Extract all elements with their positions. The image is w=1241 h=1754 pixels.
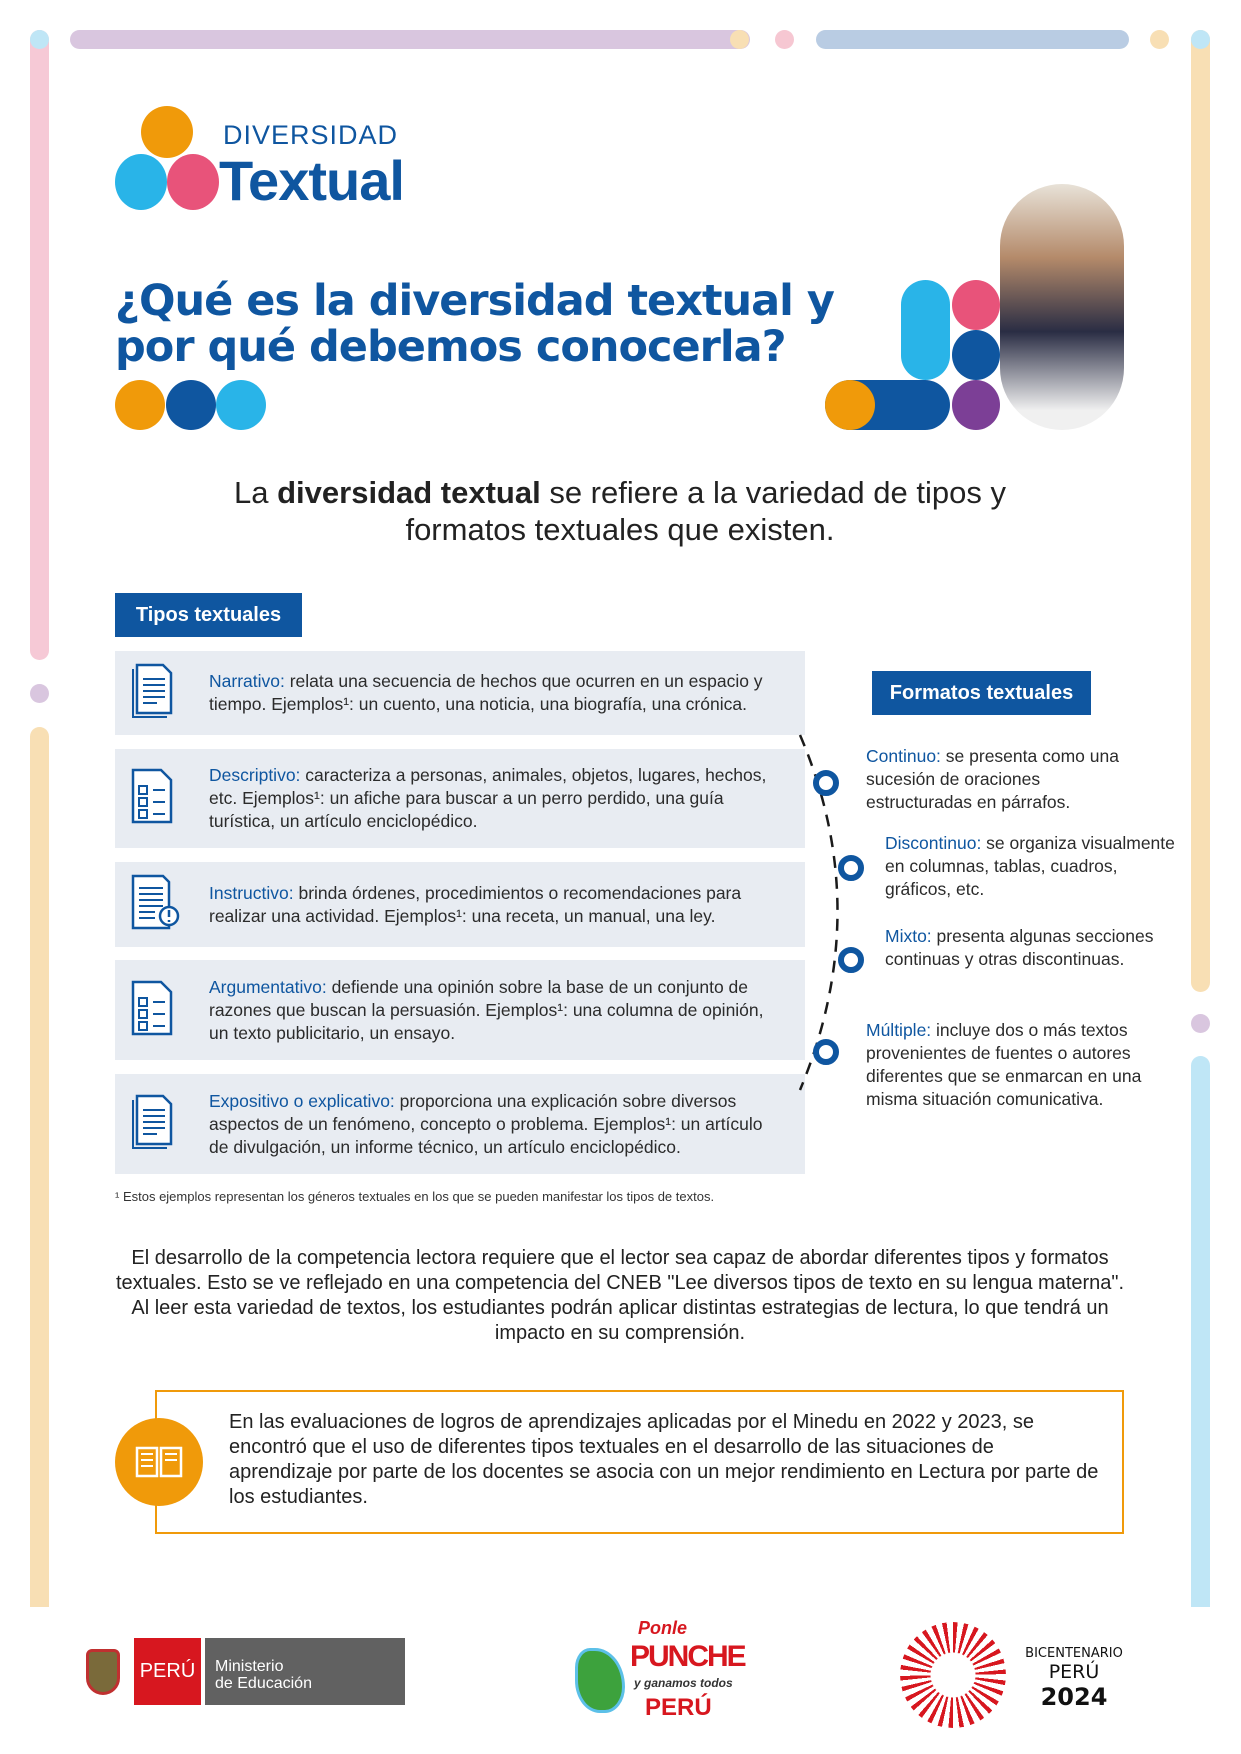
peru-map-icon <box>575 1648 625 1713</box>
timeline-marker <box>838 947 864 973</box>
formato-item <box>885 832 1175 901</box>
document-stack-icon <box>129 1092 181 1157</box>
tipo-card <box>115 651 805 735</box>
tipos-heading: Tipos textuales <box>115 593 302 637</box>
tipo-card <box>115 1074 805 1174</box>
tipo-card <box>115 960 805 1060</box>
decor-dot <box>952 280 1000 330</box>
decor-dot <box>730 30 749 49</box>
tipo-label: Argumentativo: <box>209 976 327 997</box>
book-icon <box>141 106 193 158</box>
ministerio-label: Ministerio de Educación <box>205 1638 405 1705</box>
logo-line2: Textual <box>219 149 404 212</box>
callout-text: En las evaluaciones de logros de aprendizajes aplicadas por el Minedu en 2022 y 2023, se encontró que el uso de diferentes tipos textuales en el desarrollo de las situaciones de aprendizaje por parte de los docentes se asocia con un mejor rendimiento en Lectura por parte de los estudiantes. <box>229 1411 1099 1508</box>
decor-pill <box>901 280 950 380</box>
decor-dot <box>1191 30 1210 49</box>
tipo-card <box>115 749 805 848</box>
formato-item <box>866 1019 1156 1111</box>
decor-dot <box>30 30 49 49</box>
phone-icon <box>115 154 167 210</box>
logo-line1: DIVERSIDAD <box>223 120 399 150</box>
decor-bar <box>30 30 49 660</box>
minedu-logo <box>72 1638 405 1705</box>
timeline-marker <box>813 770 839 796</box>
formato-item <box>866 745 1136 814</box>
decor-bar <box>1191 1056 1210 1607</box>
tablet-icon <box>167 154 219 210</box>
decor-dot <box>30 684 49 703</box>
decor-dot <box>825 380 875 430</box>
decor-dot <box>1150 30 1169 49</box>
decor-bar <box>30 727 49 1607</box>
decor-bar <box>1191 30 1210 992</box>
tipo-label: Expositivo o explicativo: <box>209 1090 395 1111</box>
formatos-heading: Formatos textuales <box>872 671 1091 715</box>
peru-coat-of-arms <box>72 1638 134 1705</box>
decor-dot <box>952 380 1000 430</box>
tipo-description: proporciona una explicación sobre diversos aspectos de un fenómeno, concepto o problema. Ejemplos¹: un artículo de divulgación, un informe técnico, un artículo enciclopédico. <box>209 1090 763 1157</box>
formato-label: Mixto: <box>885 926 932 946</box>
tipo-label: Descriptivo: <box>209 765 301 785</box>
decor-dot <box>952 330 1000 380</box>
formato-item <box>885 925 1165 971</box>
timeline-marker <box>838 855 864 881</box>
formato-description: se organiza visualmente en columnas, tablas, cuadros, gráficos, etc. <box>885 833 1175 899</box>
formato-description: se presenta como una sucesión de oraciones estructuradas en párrafos. <box>866 746 1119 812</box>
checklist-icon <box>129 766 181 831</box>
document-stack-icon <box>129 661 181 726</box>
page-title: ¿Qué es la diversidad textual y por qué debemos conocerla? <box>115 276 834 372</box>
bicentenario-sunburst <box>900 1622 1006 1728</box>
formato-description: incluye dos o más textos provenientes de fuentes o autores diferentes que se enmarcan en una misma situación comunicativa. <box>866 1020 1142 1109</box>
tipo-description: brinda órdenes, procedimientos o recomendaciones para realizar una actividad. Ejemplos¹: una receta, un manual, una ley. <box>209 882 742 926</box>
reading-icon <box>115 1418 203 1506</box>
tipo-label: Instructivo: <box>209 882 294 903</box>
decor-dot <box>115 380 165 430</box>
decor-dot <box>216 380 266 430</box>
body-paragraph: El desarrollo de la competencia lectora requiere que el lector sea capaz de abordar diferentes tipos y formatos textuales. Esto se ve reflejado en una competencia del CNEB "Lee diversos tipos de texto en su lengua materna". Al leer esta variedad de textos, los estudiantes podrán aplicar distintas estrategias de lectura, lo que tendrá un impacto en su comprensión. <box>115 1247 1125 1344</box>
decor-bar <box>816 30 1129 49</box>
formato-label: Múltiple: <box>866 1020 932 1040</box>
tipo-label: Narrativo: <box>209 671 285 691</box>
timeline-marker <box>813 1039 839 1065</box>
tipo-description: defiende una opinión sobre la base de un conjunto de razones que buscan la persuasión. Ejemplos¹: una columna de opinión, un texto publicitario, un ensayo. <box>209 976 764 1043</box>
tipo-description: relata una secuencia de hechos que ocurren en un espacio y tiempo. Ejemplos¹: un cuento, una noticia, una biografía, una crónica. <box>209 671 763 714</box>
ponle-punche-logo: Ponle PUNCHE y ganamos todos PERÚ <box>570 1618 760 1736</box>
checklist-icon <box>129 978 181 1043</box>
decor-dot <box>775 30 794 49</box>
tipo-description: caracteriza a personas, animales, objetos, lugares, hechos, etc. Ejemplos¹: un afiche para buscar a un perro perdido, una guía turística, un artículo enciclopédico. <box>209 765 767 831</box>
tipo-card <box>115 862 805 947</box>
intro-text: La diversidad textual se refiere a la variedad de tipos y formatos textuales que existen. <box>234 475 1006 547</box>
decor-dot <box>1191 1014 1210 1033</box>
footnote: ¹ Estos ejemplos representan los géneros textuales en los que se pueden manifestar los tipos de textos. <box>115 1189 715 1204</box>
decor-dot <box>166 380 216 430</box>
decor-bar <box>70 30 750 49</box>
document-alert-icon <box>129 872 181 937</box>
diversidad-textual-logo <box>115 100 435 212</box>
formato-label: Continuo: <box>866 746 941 766</box>
student-photo <box>1000 184 1124 430</box>
formato-description: presenta algunas secciones continuas y otras discontinuas. <box>885 926 1154 969</box>
peru-label: PERÚ <box>134 1638 201 1705</box>
formato-label: Discontinuo: <box>885 833 982 853</box>
bicentenario-logo: BICENTENARIO PERÚ 2024 <box>900 1620 1140 1730</box>
